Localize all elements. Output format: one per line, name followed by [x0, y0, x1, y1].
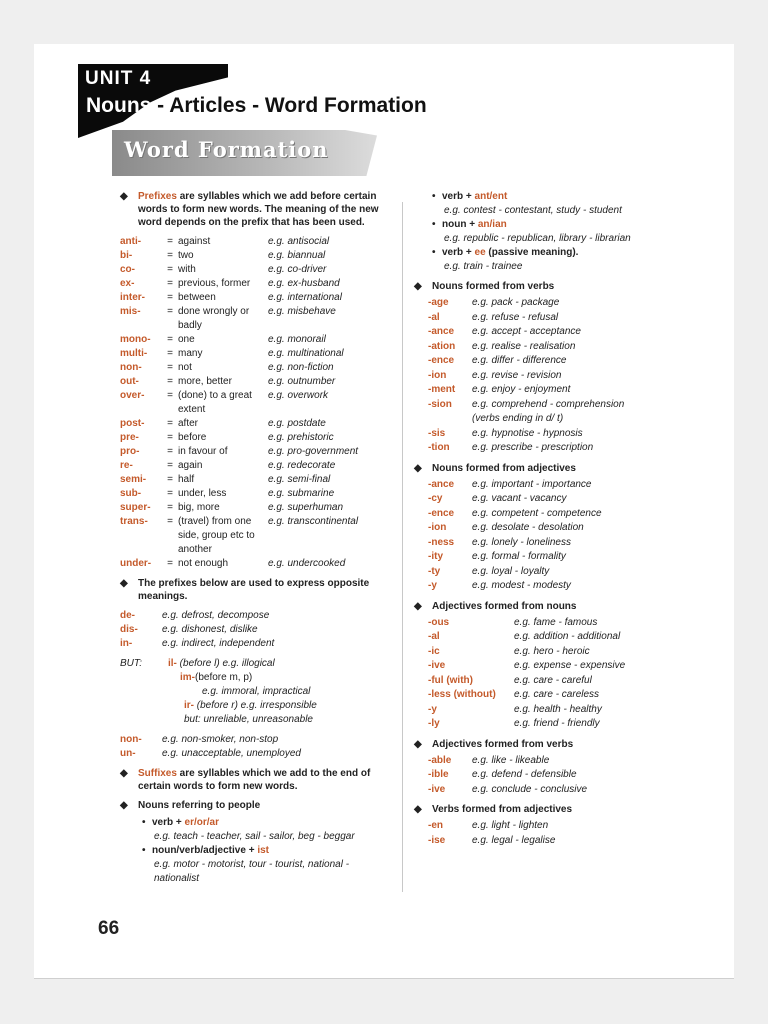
prefix-meaning: done wrongly or badly [178, 306, 250, 331]
suffix-row [428, 536, 644, 551]
people-an-rule: • noun + an/ian [430, 218, 644, 232]
prefix-example: e.g. co-driver [268, 264, 327, 275]
people-block-2 [414, 190, 644, 274]
prefix-example: e.g. undercooked [268, 558, 346, 569]
prefix-term: semi- [120, 474, 147, 485]
affix-term: -ic [428, 645, 440, 657]
prefix-term: over- [120, 390, 145, 401]
prefix-row [120, 459, 395, 473]
affix-term: -ance [428, 478, 455, 490]
affix-term: -ive [428, 783, 446, 795]
prefix-example: e.g. international [268, 292, 342, 303]
ir-rule: (before r) e.g. irresponsible [196, 700, 317, 711]
prefix-example: e.g. pro-government [268, 446, 359, 457]
suffix-row [428, 296, 644, 311]
prefix-meaning: not enough [178, 558, 229, 569]
people-noun-rule: • noun/verb/adjective + ist [140, 844, 395, 858]
affix-example: e.g. enjoy - enjoyment [472, 384, 571, 395]
unit-title [86, 94, 427, 118]
affix-example: (verbs ending in d/ t) [472, 413, 564, 424]
affix-example: e.g. desolate - desolation [472, 522, 584, 533]
people-heading: ◆ Nouns referring to people [120, 799, 395, 812]
suffix-row [428, 550, 644, 565]
equals-sign: = [167, 432, 173, 443]
nouns-from-adj-heading: ◆ Nouns formed from adjectives [414, 462, 644, 475]
prefix-row [120, 487, 395, 501]
prefix-term: co- [120, 264, 135, 275]
prefix-row [120, 291, 395, 305]
prefix-meaning: big, more [178, 502, 220, 513]
affix-example: e.g. formal - formality [472, 551, 566, 562]
unit-label: UNIT 4 [85, 68, 152, 89]
prefix-term: re- [120, 460, 133, 471]
suffix-row [428, 630, 644, 645]
equals-sign: = [167, 292, 173, 303]
column-divider [402, 202, 403, 892]
affix-term: -age [428, 297, 449, 308]
prefix-example: e.g. overwork [268, 390, 329, 401]
affix-example: e.g. comprehend - comprehension [472, 398, 625, 410]
affix-term: -ise [428, 834, 446, 846]
affix-term: -ance [428, 326, 455, 337]
affix-example: e.g. defend - defensible [472, 769, 577, 780]
prefix-term: mis- [120, 306, 141, 317]
prefix-example: e.g. transcontinental [268, 516, 359, 527]
affix-example: e.g. lonely - loneliness [472, 536, 571, 548]
suffix-row [428, 354, 644, 369]
equals-sign: = [167, 460, 173, 471]
adj-from-verbs-list [414, 754, 644, 798]
im-prefix: im- [180, 672, 195, 683]
ir-prefix: ir- [184, 700, 194, 711]
affix-example: e.g. expense - expensive [514, 660, 626, 671]
equals-sign: = [167, 306, 173, 317]
suffix-row [428, 441, 644, 456]
il-prefix: il- [168, 658, 177, 669]
prefix-term: trans- [120, 516, 148, 527]
prefix-meaning: between [178, 292, 216, 303]
people-ant-rule: • verb + ant/ent [430, 190, 644, 204]
prefix-example: e.g. superhuman [268, 502, 344, 513]
affix-example: e.g. non-smoker, non-stop [162, 734, 279, 745]
affix-term: -ful (with) [428, 674, 473, 686]
affix-example: e.g. light - lighten [472, 820, 549, 831]
prefix-example: e.g. submarine [268, 488, 335, 499]
prefix-row [120, 389, 395, 417]
affix-term: -al [428, 311, 440, 323]
affix-term: -tion [428, 442, 450, 453]
prefix-term: post- [120, 418, 145, 429]
verbs-from-adj-list [414, 819, 644, 848]
prefixes-intro-text: are syllables which we add before certain words to form new words. The meaning of the new word depends on the prefix that has been used. [138, 191, 379, 228]
affix-example: e.g. legal - legalise [472, 834, 556, 846]
suffix-row [428, 398, 644, 413]
equals-sign: = [167, 474, 173, 485]
nouns-from-verbs-list [414, 296, 644, 456]
equals-sign: = [167, 516, 173, 527]
suffix-row [120, 609, 395, 623]
affix-term: non- [120, 734, 142, 745]
equals-sign: = [167, 446, 173, 457]
prefix-row [120, 445, 395, 459]
prefix-example: e.g. semi-final [268, 474, 331, 485]
affix-example: e.g. vacant - vacancy [472, 493, 567, 504]
affix-term: -y [428, 703, 437, 715]
affix-example: e.g. refuse - refusal [472, 311, 559, 323]
opposite-list-2 [120, 733, 395, 761]
affix-term: -ty [428, 565, 441, 577]
equals-sign: = [167, 236, 173, 247]
affix-term: -ous [428, 616, 450, 628]
prefix-term: multi- [120, 348, 148, 359]
people-ee-example: e.g. train - trainee [444, 261, 523, 272]
affix-example: e.g. addition - additional [514, 631, 621, 642]
equals-sign: = [167, 390, 173, 401]
section-title: Word Formation [124, 137, 329, 162]
prefix-meaning: before [178, 432, 207, 443]
prefix-meaning: half [178, 474, 195, 485]
suffix-row [428, 521, 644, 536]
suffixes-intro-text: are syllables which we add to the end of certain words to form new words. [138, 768, 371, 792]
prefix-meaning: two [178, 250, 194, 261]
adj-from-nouns-heading: ◆ Adjectives formed from nouns [414, 600, 644, 613]
affix-example: e.g. unacceptable, unemployed [162, 748, 301, 759]
affix-example: e.g. prescribe - prescription [472, 442, 594, 453]
equals-sign: = [167, 376, 173, 387]
equals-sign: = [167, 264, 173, 275]
affix-term: -al [428, 631, 440, 642]
prefix-row [120, 347, 395, 361]
people-verb-rule: • verb + er/or/ar [140, 816, 395, 830]
prefix-meaning: under, less [178, 488, 227, 499]
suffix-row [428, 703, 644, 718]
prefix-example: e.g. redecorate [268, 460, 336, 471]
equals-sign: = [167, 558, 173, 569]
affix-term: -ity [428, 551, 443, 562]
opposite-list [120, 609, 395, 651]
prefix-row [120, 235, 395, 249]
equals-sign: = [167, 362, 173, 373]
affix-term: -ly [428, 718, 440, 729]
suffix-row [428, 340, 644, 355]
prefix-example: e.g. ex-husband [268, 278, 340, 289]
but-unreliable: but: unreliable, unreasonable [184, 714, 313, 725]
affix-term [428, 412, 472, 427]
affix-example: e.g. accept - acceptance [472, 326, 581, 337]
affix-term: -ation [428, 340, 456, 352]
prefix-example: e.g. prehistoric [268, 432, 334, 443]
suffix-row [428, 383, 644, 398]
prefix-meaning: more, better [178, 376, 232, 387]
affix-term: de- [120, 610, 135, 621]
affix-example: e.g. indirect, independent [162, 638, 275, 649]
suffix-row [428, 579, 644, 594]
affix-example: e.g. hero - heroic [514, 645, 590, 657]
suffix-row [428, 412, 644, 427]
suffix-row [428, 783, 644, 798]
affix-example: e.g. important - importance [472, 478, 592, 490]
opposite-intro: ◆ The prefixes below are used to express opposite meanings. [120, 577, 395, 603]
prefix-row [120, 361, 395, 375]
prefix-term: ex- [120, 278, 135, 289]
equals-sign: = [167, 502, 173, 513]
suffix-row [120, 637, 395, 651]
prefix-meaning: (travel) from one side, group etc to another [178, 516, 255, 555]
affix-term: in- [120, 638, 133, 649]
page-bottom-rule [34, 978, 734, 979]
affix-example: e.g. conclude - conclusive [472, 783, 588, 795]
prefix-term: super- [120, 502, 151, 513]
but-label: BUT: [120, 658, 143, 669]
affix-term: -ment [428, 384, 456, 395]
suffix-row [428, 616, 644, 631]
prefix-term: sub- [120, 488, 142, 499]
prefix-example: e.g. misbehave [268, 306, 336, 317]
im-example: e.g. immoral, impractical [202, 686, 311, 697]
affix-example: e.g. pack - package [472, 297, 560, 308]
people-ee-rule: • verb + ee (passive meaning). [430, 246, 644, 260]
affix-example: e.g. revise - revision [472, 369, 562, 381]
suffix-row [428, 645, 644, 660]
suffix-row [428, 369, 644, 384]
prefix-meaning: with [178, 264, 196, 275]
left-column [120, 190, 395, 886]
suffix-row [428, 507, 644, 522]
affix-example: e.g. realise - realisation [472, 340, 576, 352]
equals-sign: = [167, 250, 173, 261]
prefix-row [120, 277, 395, 291]
suffix-row [428, 325, 644, 340]
prefix-row [120, 305, 395, 333]
prefix-row [120, 417, 395, 431]
prefix-row [120, 473, 395, 487]
prefix-example: e.g. non-fiction [268, 362, 334, 373]
suffix-row [428, 311, 644, 326]
affix-term: -less (without) [428, 689, 496, 700]
prefix-term: under- [120, 558, 152, 569]
prefix-meaning: after [178, 418, 199, 429]
affix-example: e.g. defrost, decompose [162, 610, 270, 621]
prefix-term: pro- [120, 446, 140, 457]
right-column [414, 190, 644, 848]
equals-sign: = [167, 488, 173, 499]
im-rule: (before m, p) [195, 672, 253, 683]
prefix-row [120, 249, 395, 263]
prefix-meaning: previous, former [178, 278, 251, 289]
nouns-from-verbs-heading: ◆ Nouns formed from verbs [414, 280, 644, 293]
people-verb-example: e.g. teach - teacher, sail - sailor, beg - beggar [154, 831, 355, 842]
affix-example: e.g. care - careless [514, 689, 600, 700]
prefix-meaning: against [178, 236, 211, 247]
prefix-row [120, 333, 395, 347]
prefix-row [120, 375, 395, 389]
affix-term: -sis [428, 427, 446, 439]
prefix-term: anti- [120, 236, 142, 247]
affix-term: -ible [428, 769, 449, 780]
prefix-meaning: not [178, 362, 192, 373]
prefix-row [120, 557, 395, 571]
unit-title-part-a: Nouns [86, 94, 152, 117]
suffix-row [428, 754, 644, 769]
prefix-meaning: one [178, 334, 195, 345]
people-an-example: e.g. republic - republican, library - librarian [444, 233, 631, 244]
suffix-row [428, 717, 644, 732]
affix-term: -ness [428, 536, 455, 548]
il-rule: (before l) e.g. illogical [179, 658, 275, 669]
prefix-term: non- [120, 362, 142, 373]
prefix-example: e.g. antisocial [268, 236, 330, 247]
affix-term: -cy [428, 493, 443, 504]
suffix-row [428, 674, 644, 689]
affix-term: -ive [428, 660, 446, 671]
nouns-from-adj-list [414, 478, 644, 594]
affix-example: e.g. differ - difference [472, 355, 567, 366]
suffix-row [428, 565, 644, 580]
affix-term: -sion [428, 398, 452, 410]
people-block [120, 816, 395, 886]
suffix-row [428, 819, 644, 834]
prefix-example: e.g. multinational [268, 348, 344, 359]
affix-example: e.g. care - careful [514, 674, 592, 686]
prefix-example: e.g. postdate [268, 418, 326, 429]
unit-title-part-b: - Articles - Word Formation [151, 94, 427, 117]
affix-example: e.g. fame - famous [514, 616, 598, 628]
suffix-row [428, 768, 644, 783]
affix-example: e.g. competent - competence [472, 507, 602, 519]
people-ant-example: e.g. contest - contestant, study - student [444, 205, 622, 216]
prefix-term: pre- [120, 432, 139, 443]
affix-example: e.g. hypnotise - hypnosis [472, 427, 583, 439]
equals-sign: = [167, 334, 173, 345]
suffixes-intro [120, 767, 395, 793]
suffix-row [428, 427, 644, 442]
suffix-row [428, 834, 644, 849]
people-noun-example: e.g. motor - motorist, tour - tourist, national - nationalist [154, 859, 350, 884]
prefix-term: bi- [120, 250, 133, 261]
page-number: 66 [98, 918, 120, 939]
suffix-row [120, 747, 395, 761]
adj-from-nouns-list [414, 616, 644, 732]
prefix-term: inter- [120, 292, 145, 303]
affix-term: -y [428, 580, 437, 591]
prefix-row [120, 431, 395, 445]
suffix-row [428, 659, 644, 674]
prefix-meaning: again [178, 460, 203, 471]
suffix-row [428, 492, 644, 507]
affix-example: e.g. like - likeable [472, 754, 550, 766]
suffixes-keyword: Suffixes [138, 768, 177, 779]
suffix-row [428, 478, 644, 493]
suffix-row [120, 733, 395, 747]
affix-term: un- [120, 748, 136, 759]
prefix-meaning: many [178, 348, 203, 359]
affix-example: e.g. dishonest, dislike [162, 624, 258, 635]
prefix-row [120, 501, 395, 515]
affix-term: -ion [428, 522, 447, 533]
equals-sign: = [167, 418, 173, 429]
equals-sign: = [167, 278, 173, 289]
prefix-list [120, 235, 395, 571]
verbs-from-adj-heading: ◆ Verbs formed from adjectives [414, 803, 644, 816]
affix-example: e.g. health - healthy [514, 703, 602, 715]
prefixes-keyword: Prefixes [138, 191, 177, 202]
prefix-meaning: in favour of [178, 446, 228, 457]
but-block [120, 657, 395, 727]
prefix-example: e.g. monorail [268, 334, 326, 345]
affix-term: -ence [428, 355, 455, 366]
prefix-row [120, 515, 395, 557]
prefix-term: out- [120, 376, 139, 387]
affix-example: e.g. loyal - loyalty [472, 565, 550, 577]
prefix-row [120, 263, 395, 277]
suffix-row [120, 623, 395, 637]
adj-from-verbs-heading: ◆ Adjectives formed from verbs [414, 738, 644, 751]
affix-term: -ion [428, 369, 447, 381]
prefix-example: e.g. outnumber [268, 376, 336, 387]
prefix-meaning: (done) to a great extent [178, 390, 252, 415]
equals-sign: = [167, 348, 173, 359]
affix-example: e.g. modest - modesty [472, 580, 571, 591]
prefix-example: e.g. biannual [268, 250, 326, 261]
prefixes-intro [120, 190, 395, 229]
affix-term: dis- [120, 624, 138, 635]
affix-term: -en [428, 820, 443, 831]
affix-term: -able [428, 754, 452, 766]
prefix-term: mono- [120, 334, 151, 345]
affix-example: e.g. friend - friendly [514, 718, 600, 729]
affix-term: -ence [428, 507, 455, 519]
suffix-row [428, 688, 644, 703]
